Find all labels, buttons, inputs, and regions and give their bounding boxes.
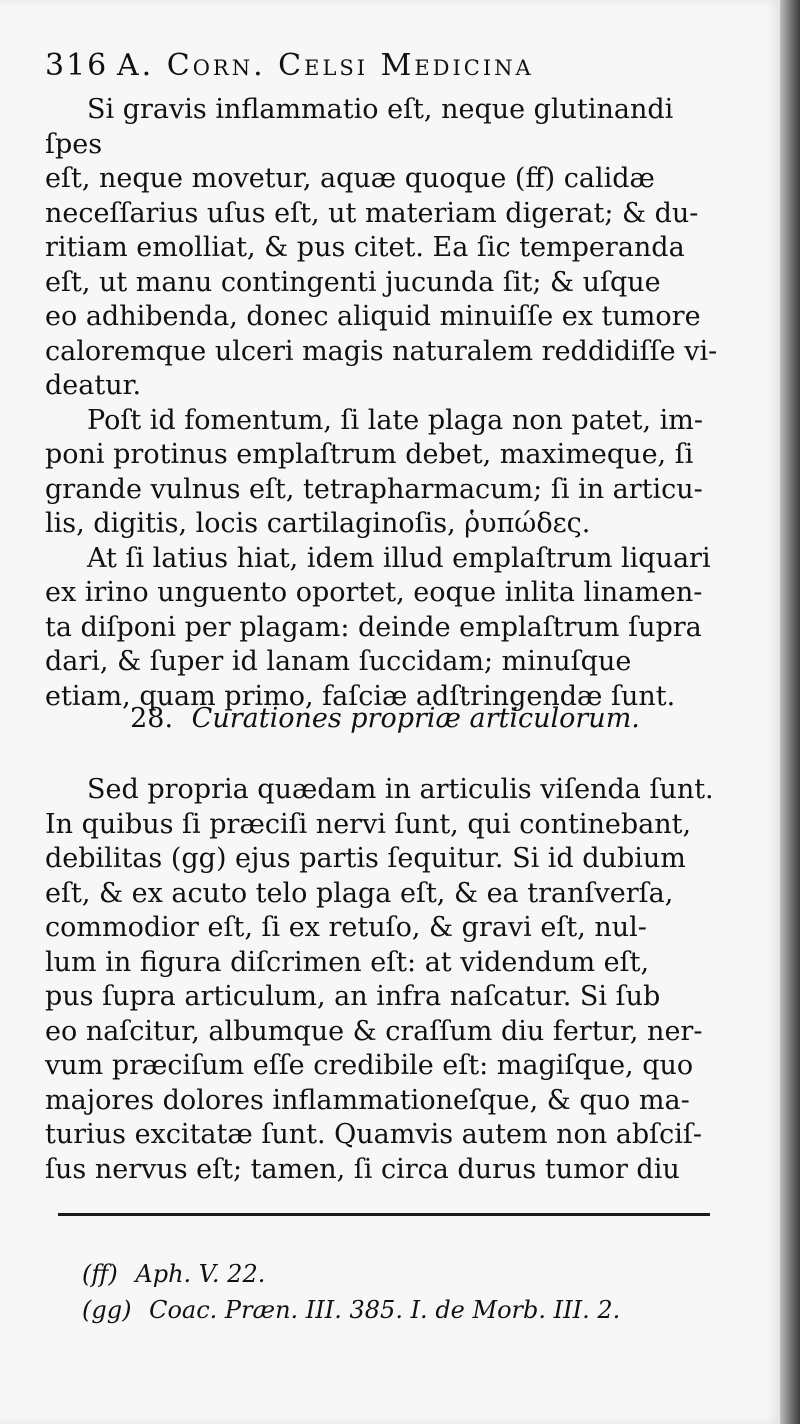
footnote-mark: (gg) — [82, 1296, 132, 1324]
paragraph-1: Si gravis inflammatio eſt, neque glutinandi ſpes eſt, neque movetur, aquæ quoque (ff) calidæ neceſſarius uſus eſt, ut materiam digerat; & du- ritiam emolliat, & pus citet. Ea ſic temperanda eſt, ut manu contingenti jucunda ſit; & uſque eo adhibenda, donec aliquid minuiſſe ex tumore caloremque ulceri magis naturalem reddidiſſe vi- deatur. — [45, 94, 718, 401]
footnote-gg — [82, 1292, 722, 1328]
running-title: A. Corn. Celsi Medicina — [117, 48, 534, 83]
page-header — [45, 48, 665, 88]
footnote-mark: (ff) — [82, 1260, 118, 1288]
section-paragraph-1: Sed propria quædam in articulis viſenda ſunt. In quibus ſi præciſi nervi ſunt, qui continebant, debilitas (gg) ejus partis ſequitur. Si id dubium eſt, & ex acuto telo plaga eſt, & ea tranſverſa, commodior eſt, ſi ex retuſo, & gravi eſt, nul- lum in figura diſcrimen eſt: at videndum eſt, pus ſupra articulum, an infra naſcatur. Si ſub eo naſcitur, albumque & craſſum diu fertur, ner- vum præciſum eſſe credibile eſt: magiſque, quo majores dolores inflammationeſque, & quo ma- turius excitatæ ſunt. Quamvis autem non abſciſ- ſus nervus eſt; tamen, ſi circa durus tumor diu — [45, 774, 714, 1185]
footnote-text: Coac. Præn. III. 385. I. de Morb. III. 2. — [149, 1296, 621, 1324]
book-spine-shadow — [780, 0, 800, 1424]
page-number: 316 — [45, 48, 109, 83]
section-title: Curationes propriæ articulorum. — [191, 703, 640, 734]
section-text-block — [45, 773, 735, 1187]
footnote-text: Aph. V. 22. — [135, 1260, 266, 1288]
paragraph-2: Poſt id fomentum, ſi late plaga non patet, im- poni protinus emplaſtrum debet, maximeque, ſi grande vulnus eſt, tetrapharmacum; ſi in articu- lis, digitis, locis cartilaginoſis, ῥυπώδες. — [45, 404, 704, 539]
footnotes — [82, 1256, 722, 1328]
section-heading — [45, 702, 725, 736]
footnote-divider — [58, 1213, 710, 1216]
footnote-ff — [82, 1256, 722, 1292]
paragraph-3: At ſi latius hiat, idem illud emplaſtrum liquari ex irino unguento oportet, eoque inlita linamen- ta diſponi per plagam: deinde emplaſtrum ſupra dari, & ſuper id lanam ſuccidam; minuſque etiam, quam primo, faſciæ adſtringendæ ſunt. — [45, 542, 711, 712]
section-number: 28. — [130, 703, 174, 734]
main-text-block — [45, 93, 725, 714]
